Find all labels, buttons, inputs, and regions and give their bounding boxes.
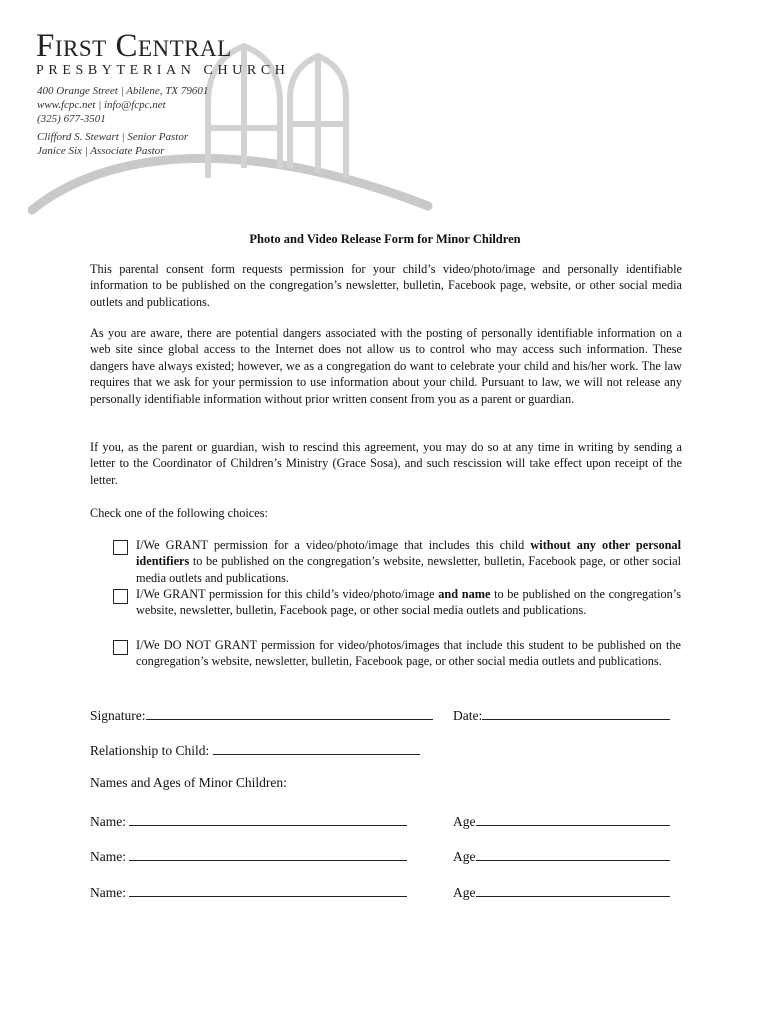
child-name-field-1[interactable] <box>90 812 407 829</box>
date-field[interactable] <box>453 706 670 723</box>
signature-label: Signature: <box>90 708 146 723</box>
child-name-field-3[interactable] <box>90 883 407 900</box>
phone: (325) 677-3501 <box>37 113 106 125</box>
child-age-field-2[interactable] <box>453 847 670 864</box>
age-line[interactable] <box>476 883 670 897</box>
consent-paragraph: This parental consent form requests permission for your child’s video/photo/image and personally identifiable information to be published on the congregation’s newsletter, bulletin, Facebook page, website, or other social media outlets and publications. <box>90 262 682 309</box>
age-line[interactable] <box>476 847 670 861</box>
name-line[interactable] <box>129 883 407 897</box>
name-line[interactable] <box>129 812 407 826</box>
choice-2-text: I/We GRANT permission for this child’s video/photo/image and name to be published on the congregation’s website, newsletter, bulletin, Facebook page, or other social media outlets and publications. <box>136 587 681 618</box>
date-line[interactable] <box>482 706 670 720</box>
letterhead <box>28 28 448 218</box>
name-label: Name: <box>90 814 126 829</box>
name-label: Name: <box>90 885 126 900</box>
rescind-paragraph: If you, as the parent or guardian, wish to rescind this agreement, you may do so at any time in writing by sending a letter to the Coordinator of Children’s Ministry (Grace Sosa), and such rescission will take effect upon receipt of the letter. <box>90 440 682 487</box>
address: 400 Orange Street | Abilene, TX 79601 <box>37 85 209 97</box>
choice-3-text: I/We DO NOT GRANT permission for video/photos/images that include this student to be published on the congregation’s website, newsletter, bulletin, Facebook page, or other social media outlets and publications. <box>136 638 681 669</box>
org-name: First Central <box>36 28 232 64</box>
signature-field[interactable] <box>90 706 433 723</box>
choice-2-checkbox[interactable] <box>113 589 128 604</box>
child-age-field-1[interactable] <box>453 812 670 829</box>
senior-pastor: Clifford S. Stewart | Senior Pastor <box>37 131 189 143</box>
relationship-label: Relationship to Child: <box>90 743 210 758</box>
age-line[interactable] <box>476 812 670 826</box>
choices-intro: Check one of the following choices: <box>90 506 268 520</box>
date-label: Date: <box>453 708 483 723</box>
name-label: Name: <box>90 849 126 864</box>
name-line[interactable] <box>129 847 407 861</box>
age-label: Age <box>453 814 476 829</box>
signature-line[interactable] <box>146 706 433 720</box>
associate-pastor: Janice Six | Associate Pastor <box>37 145 165 157</box>
age-label: Age <box>453 849 476 864</box>
choice-1-text: I/We GRANT permission for a video/photo/image that includes this child without any other personal identifiers to be published on the congregation’s website, newsletter, bulletin, Facebook page, or other social media outlets and publications. <box>136 538 682 585</box>
choice-1-checkbox[interactable] <box>113 540 128 555</box>
org-subtitle: PRESBYTERIAN CHURCH <box>36 63 290 78</box>
choice-3-checkbox[interactable] <box>113 640 128 655</box>
web-contact: www.fcpc.net | info@fcpc.net <box>37 99 166 111</box>
relationship-field[interactable] <box>90 741 420 758</box>
child-name-field-2[interactable] <box>90 847 407 864</box>
names-ages-heading: Names and Ages of Minor Children: <box>90 775 287 790</box>
age-label: Age <box>453 885 476 900</box>
child-age-field-3[interactable] <box>453 883 670 900</box>
form-title: Photo and Video Release Form for Minor Children <box>249 232 521 246</box>
relationship-line[interactable] <box>213 741 420 755</box>
dangers-paragraph: As you are aware, there are potential dangers associated with the posting of personally identifiable information on a web site since global access to the Internet does not allow us to control who may access such information. These dangers have always existed; however, we as a congregation do want to celebrate your child and his/her work. The law requires that we ask for your permission to use information about your child. Pursuant to law, we will not release any personally identifiable information without prior written consent from you as a parent or guardian. <box>90 326 682 406</box>
